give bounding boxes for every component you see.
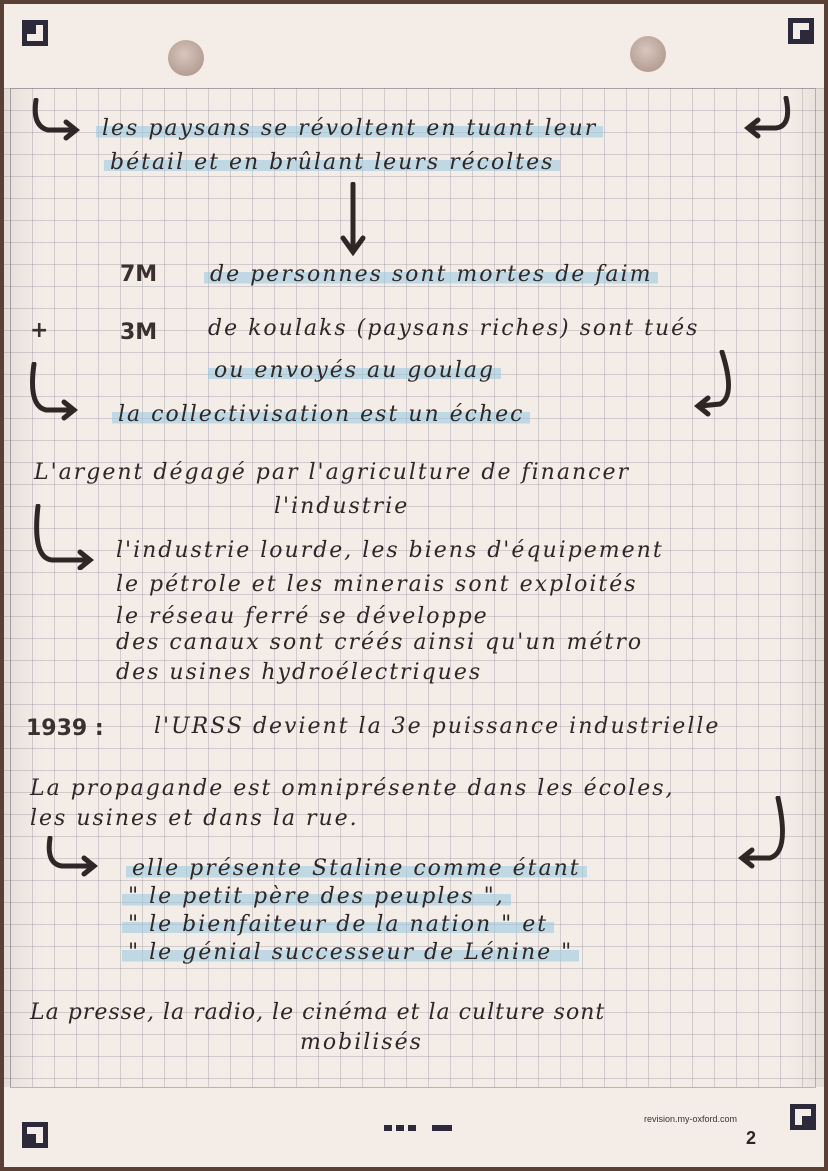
punch-hole-left (168, 40, 204, 76)
note-line: le pétrole et les minerais sont exploités (116, 572, 638, 597)
note-line: de personnes sont mortes de faim (204, 262, 658, 287)
punch-hole-right (630, 36, 666, 72)
arrow-curved-left-icon (740, 96, 796, 140)
footer-dashes-icon (384, 1122, 460, 1134)
note-number: 3M (120, 320, 158, 345)
arrow-curved-right-icon (44, 836, 104, 880)
notebook-page (4, 4, 824, 1167)
note-line: elle présente Staline comme étant (126, 856, 587, 881)
note-line: mobilisés (300, 1030, 423, 1055)
plus-sign: + (30, 318, 49, 343)
note-line: L'argent dégagé par l'agriculture de financer (34, 460, 630, 485)
arrow-curved-right-icon (26, 362, 82, 422)
note-line: le réseau ferré se développe (116, 604, 489, 629)
note-line: ou envoyés au goulag (208, 358, 501, 383)
arrow-curved-right-icon (30, 98, 82, 142)
corner-marker-icon (22, 1122, 48, 1148)
note-line: la collectivisation est un échec (112, 402, 530, 427)
note-line: La presse, la radio, le cinéma et la culture sont (30, 1000, 606, 1025)
note-line: l'URSS devient la 3e puissance industrielle (154, 714, 721, 739)
note-number: 7M (120, 262, 158, 287)
note-line: l'industrie (274, 494, 410, 519)
note-line: l'industrie lourde, les biens d'équipement (116, 538, 664, 563)
note-line: " le génial successeur de Lénine " (122, 940, 579, 965)
page-header-margin (4, 4, 824, 88)
note-line: les paysans se révoltent en tuant leur (96, 116, 603, 141)
note-number: 1939 : (26, 716, 104, 741)
page-number: 2 (746, 1128, 757, 1148)
note-line: " le bienfaiteur de la nation " et (122, 912, 554, 937)
note-line: des canaux sont créés ainsi qu'un métro (116, 630, 644, 655)
arrow-curved-left-icon (734, 796, 794, 876)
note-line: La propagande est omniprésente dans les écoles, (30, 776, 675, 801)
note-line: " le petit père des peuples ", (122, 884, 511, 909)
corner-marker-icon (788, 18, 814, 44)
note-line: de koulaks (paysans riches) sont tués (208, 316, 700, 341)
arrow-down-icon (338, 182, 368, 258)
note-line: les usines et dans la rue. (30, 806, 359, 831)
arrow-curved-left-icon (690, 350, 746, 420)
note-line: bétail et en brûlant leurs récoltes (104, 150, 560, 175)
arrow-curved-right-icon (30, 504, 100, 570)
corner-marker-icon (790, 1104, 816, 1130)
corner-marker-icon (22, 20, 48, 46)
footer-url: revision.my-oxford.com (644, 1114, 738, 1124)
note-line: des usines hydroélectriques (116, 660, 483, 685)
